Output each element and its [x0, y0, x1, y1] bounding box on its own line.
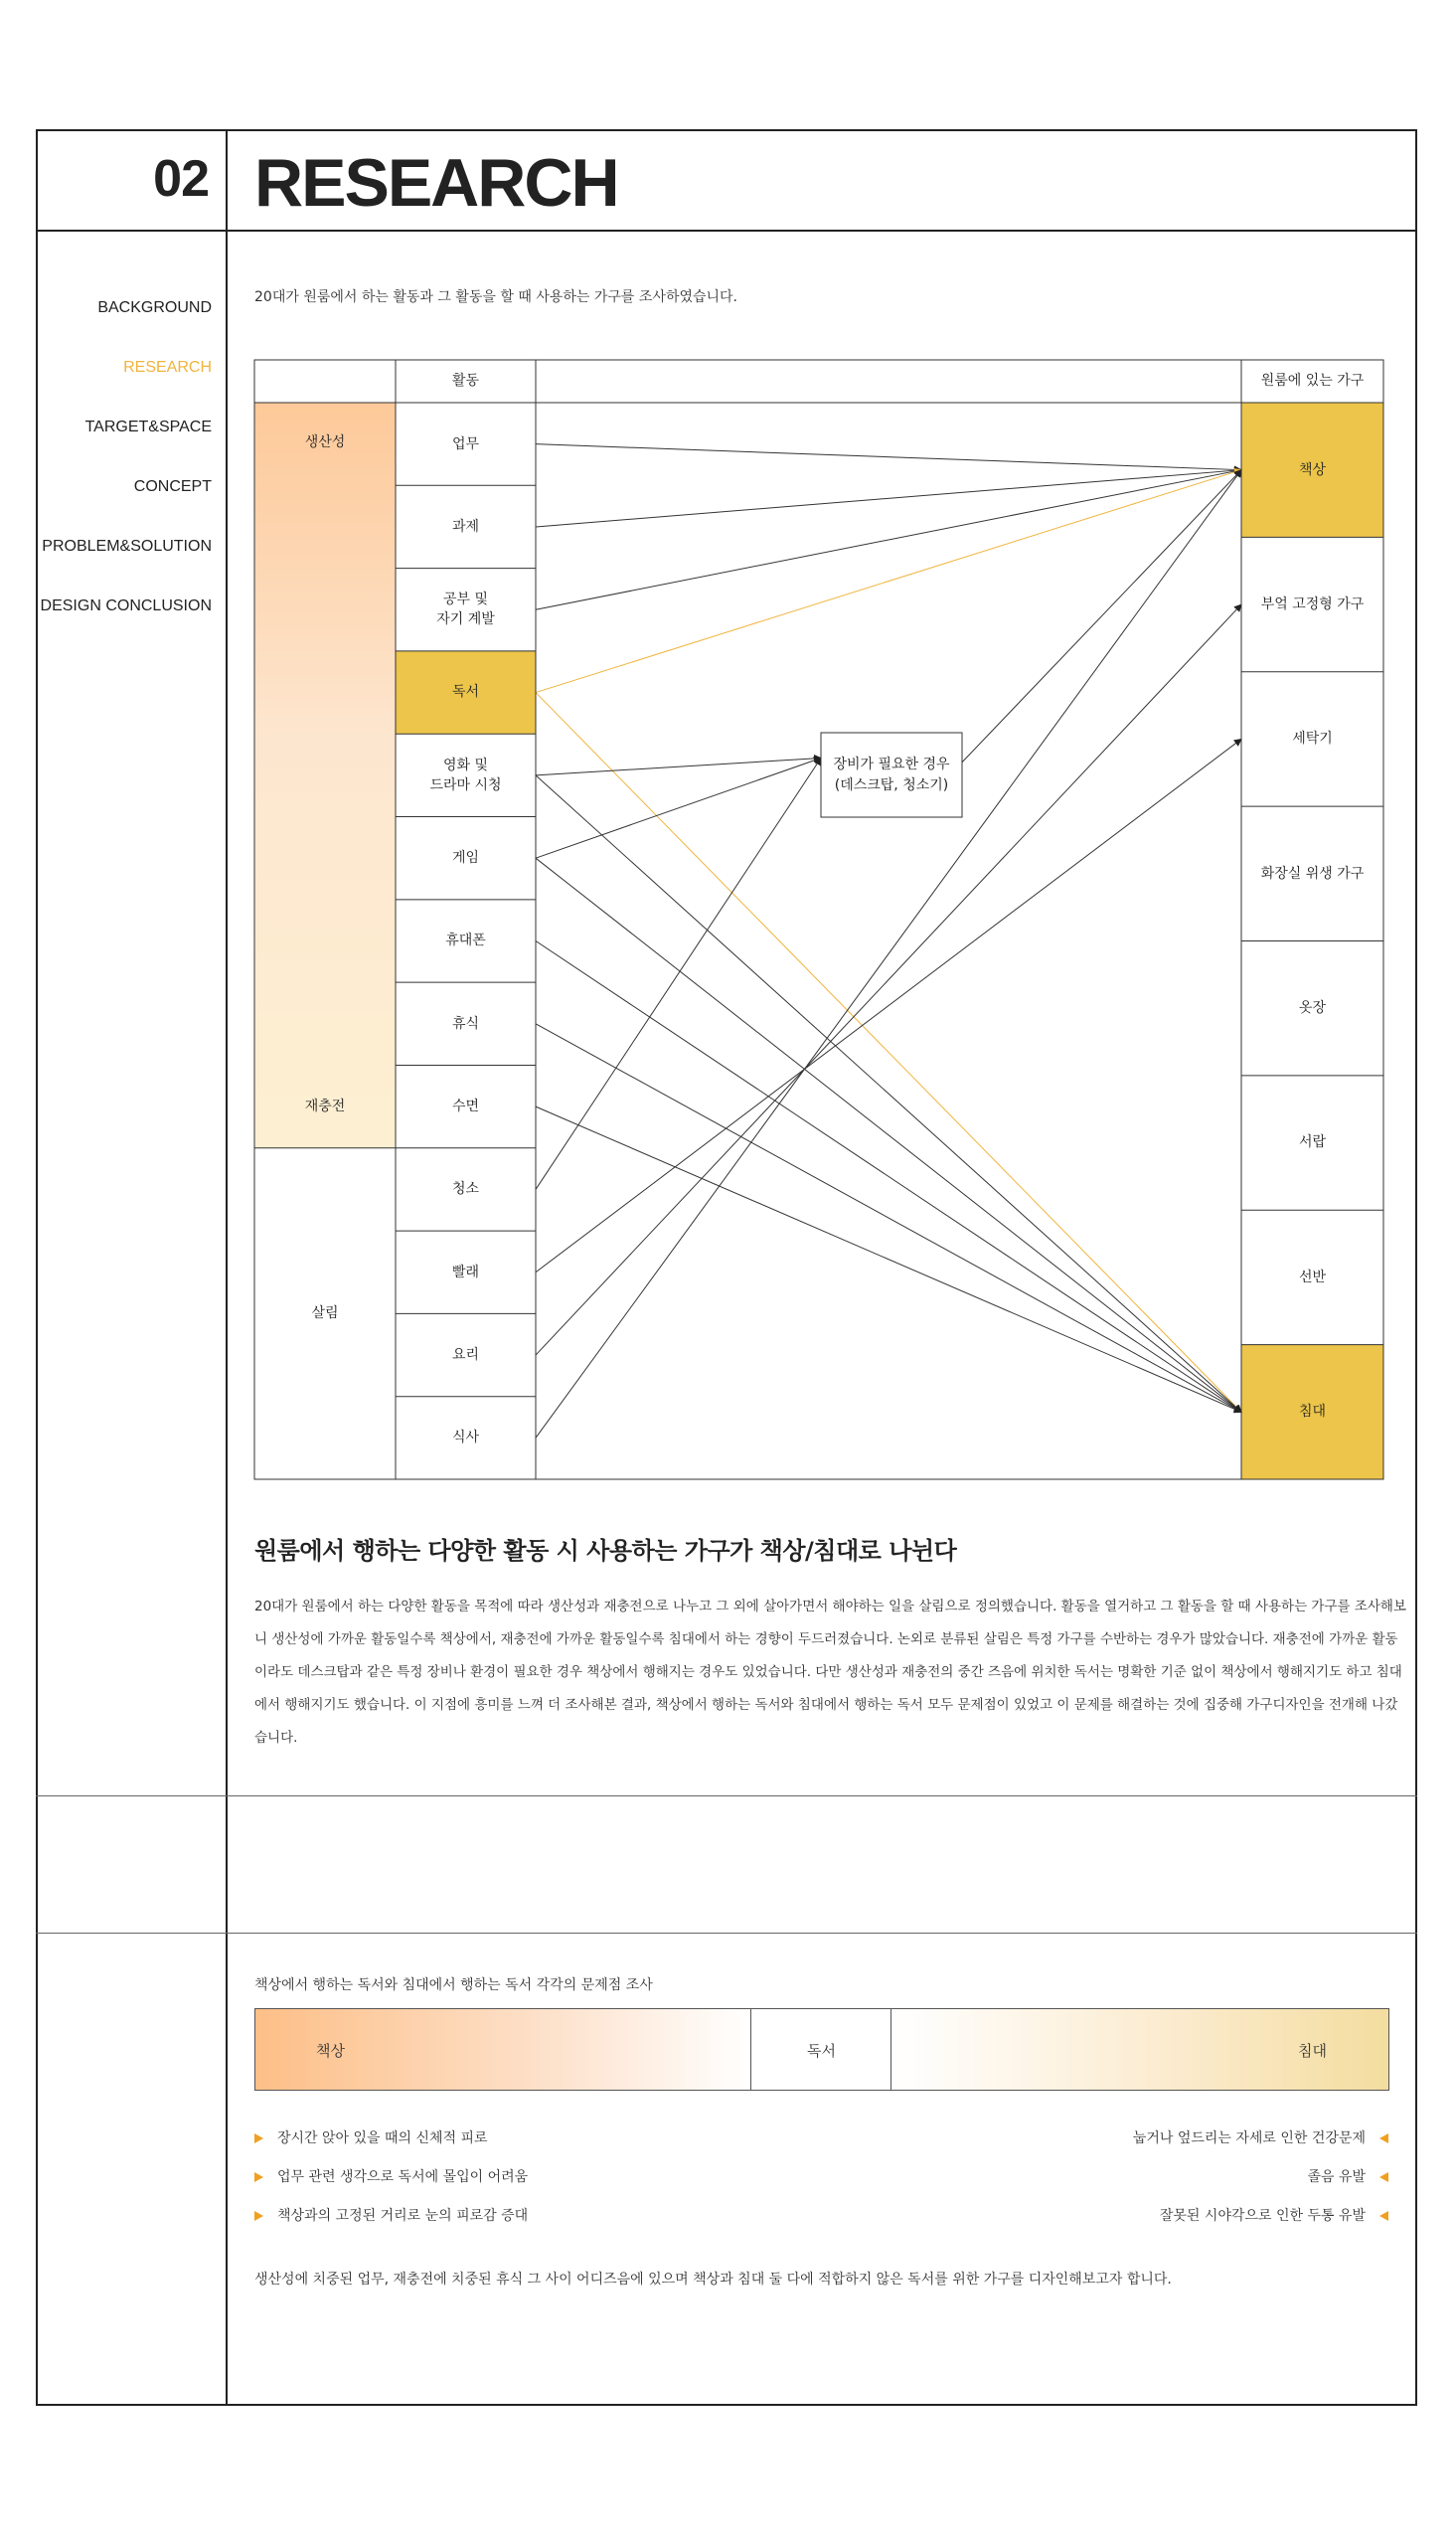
connection-line	[536, 1106, 1241, 1412]
activity-column-header: 활동	[451, 373, 480, 390]
nav-concept[interactable]: CONCEPT	[133, 478, 212, 495]
activity-cell: 청소	[451, 1181, 480, 1198]
conclusion-text: 생산성에 치중된 업무, 재충전에 치중된 휴식 그 사이 어디즈음에 있으며 책상과 침대 둘 다에 적합하지 않은 독서를 위한 가구를 디자인해보고자 합니다.	[254, 2272, 1172, 2288]
connection-line	[536, 858, 1241, 1412]
nav-research[interactable]: RESEARCH	[123, 359, 212, 376]
bed-issue-2: 졸음 유발	[1307, 2166, 1388, 2186]
nav-problem-solution[interactable]: PROBLEM&SOLUTION	[42, 538, 212, 555]
connection-line	[536, 470, 1241, 527]
activity-cell: 수면	[451, 1098, 480, 1114]
intro-text: 20대가 원룸에서 하는 활동과 그 활동을 할 때 사용하는 가구를 조사하였습니다.	[254, 289, 738, 305]
nav-background[interactable]: BACKGROUND	[97, 299, 212, 316]
nav-design-conclusion[interactable]: DESIGN CONCLUSION	[40, 597, 212, 614]
furniture-cell: 책상	[1298, 461, 1327, 478]
summary-paragraph: 20대가 원룸에서 하는 다양한 활동을 목적에 따라 생산성과 재충전으로 나누고 그 외에 살아가면서 해야하는 일을 살림으로 정의했습니다. 활동을 열거하고 그 활동을 할 때 사용하는 가구를 조사해보니 생산성에 가까운 활동일수록 책상에서, 재충전에 가까운 활동일수록 침대에서 하는 경향이 두드러졌습니다. 논외로 분류된 살림은 특정 가구를 수반하는 경우가 많았습니다. 재충전에 가까운 활동이라도 데스크탑과 같은 특정 장비나 환경이 필요한 경우 책상에서 행해지는 경우도 있었습니다. 다만 생산성과 재충전의 중간 즈음에 위치한 독서는 명확한 기준 없이 책상에서 행해지기도 하고 침대에서 행해지기도 했습니다. 이 지점에 흥미를 느껴 더 조사해본 결과, 책상에서 행하는 독서와 침대에서 행하는 독서 모두 문제점이 있었고 이 문제를 해결하는 것에 집중해 가구디자인을 전개해 나갔습니다.	[254, 1599, 1406, 1746]
bullet-arrow-icon	[254, 2211, 263, 2221]
desk-issue-1: 장시간 앉아 있을 때의 신체적 피로	[254, 2127, 488, 2147]
bullet-arrow-icon	[254, 2133, 263, 2143]
activity-cell: 독서	[451, 684, 480, 701]
problems-caption: 책상에서 행하는 독서와 침대에서 행하는 독서 각각의 문제점 조사	[254, 1977, 653, 1993]
category-productivity: 생산성	[304, 433, 346, 450]
activity-cell: 업무	[451, 435, 480, 452]
bar-label-desk: 책상	[316, 2042, 345, 2060]
activity-cell: 요리	[451, 1346, 480, 1363]
furniture-cell: 화장실 위생 가구	[1260, 865, 1365, 882]
activity-cell: 과제	[451, 518, 480, 535]
activity-cell: 게임	[451, 850, 480, 867]
section-number: 02	[153, 150, 209, 208]
bar-label-bed: 침대	[1298, 2042, 1327, 2060]
connection-line	[536, 739, 1241, 1272]
bar-label-reading: 독서	[807, 2042, 836, 2060]
bullet-arrow-icon	[1379, 2172, 1388, 2182]
connection-line	[536, 470, 1241, 610]
nav-target-space[interactable]: TARGET&SPACE	[84, 419, 212, 435]
equipment-box-label: 장비가 필요한 경우 (데스크탑, 청소기)	[833, 757, 950, 793]
activity-cell: 빨래	[451, 1264, 480, 1280]
furniture-cell: 서랍	[1298, 1134, 1327, 1151]
section-divider-2	[36, 1933, 1417, 1934]
bed-issue-3: 잘못된 시야각으로 인한 두통 유발	[1160, 2205, 1388, 2225]
category-gradient-fill	[254, 403, 396, 1148]
desk-issue-3: 책상과의 고정된 거리로 눈의 피로감 증대	[254, 2205, 528, 2225]
connection-line	[536, 604, 1241, 1355]
connection-line	[536, 759, 821, 1190]
furniture-cell: 침대	[1298, 1404, 1327, 1421]
category-housework: 살림	[311, 1305, 339, 1322]
activity-cell: 휴식	[451, 1015, 480, 1032]
activity-cell: 영화 및 드라마 시청	[429, 757, 502, 793]
bullet-arrow-icon	[1379, 2133, 1388, 2143]
bullet-arrow-icon	[254, 2172, 263, 2182]
activity-cell: 식사	[451, 1430, 480, 1446]
furniture-cell: 선반	[1298, 1269, 1327, 1285]
bed-issue-1: 눕거나 엎드리는 자세로 인한 건강문제	[1133, 2127, 1388, 2147]
summary-heading: 원룸에서 행하는 다양한 활동 시 사용하는 가구가 책상/침대로 나뉜다	[254, 1537, 957, 1565]
connection-line	[536, 470, 1241, 1439]
section-divider-1	[36, 1795, 1417, 1796]
activity-cell: 휴대폰	[445, 933, 486, 949]
connection-line	[536, 1024, 1241, 1413]
connection-line	[536, 444, 1241, 470]
connection-line	[536, 775, 1241, 1412]
furniture-column-header: 원룸에 있는 가구	[1260, 373, 1365, 390]
bullet-arrow-icon	[1379, 2211, 1388, 2221]
furniture-cell: 옷장	[1298, 1000, 1327, 1017]
connection-line	[536, 941, 1241, 1413]
desk-issue-2: 업무 관련 생각으로 독서에 몰입이 어려움	[254, 2166, 528, 2186]
category-recharge: 재충전	[304, 1098, 346, 1114]
activity-cell: 공부 및 자기 계발	[436, 591, 495, 628]
furniture-cell: 세탁기	[1292, 731, 1333, 748]
furniture-cell: 부엌 고정형 가구	[1260, 595, 1365, 612]
page-title: RESEARCH	[254, 145, 618, 221]
